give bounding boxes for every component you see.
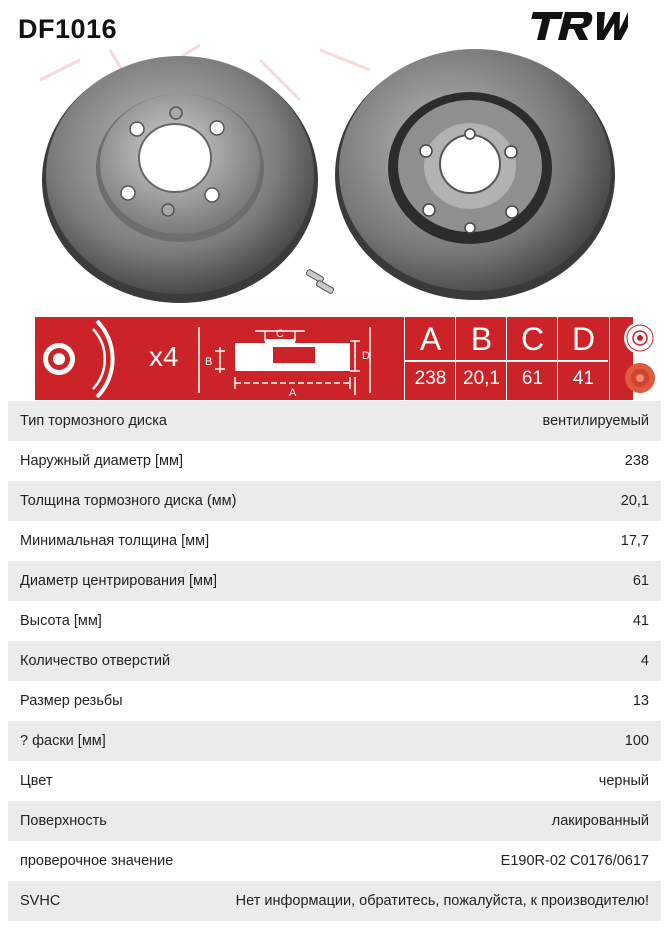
profile-label-c: C: [276, 328, 284, 340]
spec-value: 13: [632, 693, 649, 709]
dimension-letter: D: [571, 321, 596, 357]
profile-label-d: D: [362, 350, 370, 362]
specifications-table: [8, 401, 661, 921]
spec-value: 41: [632, 613, 649, 629]
spec-value: лакированный: [551, 813, 649, 829]
spec-row: [8, 841, 661, 881]
spec-value: 100: [624, 733, 649, 749]
spec-row: [8, 561, 661, 601]
spec-value: вентилируемый: [542, 413, 649, 429]
spec-row: [8, 481, 661, 521]
spec-row: [8, 641, 661, 681]
spec-row: [8, 521, 661, 561]
spec-label: Высота [мм]: [20, 613, 102, 629]
dimension-table: [404, 317, 608, 400]
part-code: DF1016: [18, 14, 118, 44]
spec-value: черный: [598, 773, 649, 789]
spec-row: [8, 881, 661, 921]
ventilated-disc-icon: [624, 322, 656, 354]
dimension-column-c: [506, 317, 558, 400]
spec-label: Цвет: [20, 773, 53, 789]
spec-value: Нет информации, обратитесь, пожалуйста, к производителю!: [235, 893, 649, 909]
spec-row: [8, 681, 661, 721]
spec-row: [8, 721, 661, 761]
spec-label: Количество отверстий: [20, 653, 171, 669]
trw-logo: [524, 8, 628, 44]
spec-row: [8, 601, 661, 641]
spec-label: Тип тормозного диска: [20, 413, 167, 429]
spec-row: [8, 441, 661, 481]
dimension-value: 20,1: [463, 368, 500, 389]
spec-label: Толщина тормозного диска (мм): [20, 493, 237, 509]
dimension-banner: [35, 317, 633, 400]
axle-position-icon: [35, 317, 145, 400]
product-header: [0, 0, 669, 320]
spec-value: 61: [632, 573, 649, 589]
dimension-column-a: [404, 317, 456, 400]
spec-label: SVHC: [20, 893, 61, 909]
profile-label-a: A: [289, 387, 297, 399]
spec-value: 4: [640, 653, 649, 669]
coated-disc-icon: [625, 363, 655, 393]
quantity-label: x4: [149, 341, 179, 372]
spec-label: Наружный диаметр [мм]: [20, 453, 184, 469]
dimension-column-b: [455, 317, 507, 400]
dimension-value: 41: [572, 368, 595, 389]
dimension-letter: C: [520, 321, 545, 357]
dimension-value: 238: [414, 368, 447, 389]
spec-label: Размер резьбы: [20, 693, 123, 709]
spec-label: Поверхность: [20, 813, 107, 829]
dimension-letter: A: [419, 321, 442, 357]
dimension-column-d: [557, 317, 610, 400]
spec-row: [8, 761, 661, 801]
spec-label: Минимальная толщина [мм]: [20, 533, 210, 549]
dimension-value: 61: [521, 368, 544, 389]
spec-label: проверочное значение: [20, 853, 174, 869]
dimension-letter: B: [470, 321, 493, 357]
spec-label: Диаметр центрирования [мм]: [20, 573, 218, 589]
profile-label-b: B: [205, 356, 213, 368]
spec-value: 17,7: [620, 533, 649, 549]
spec-value: 20,1: [620, 493, 649, 509]
disc-profile-diagram: [195, 317, 400, 400]
spec-row: [8, 401, 661, 441]
brake-disc-photo: [0, 40, 669, 315]
spec-row: [8, 801, 661, 841]
spec-value: 238: [624, 453, 649, 469]
spec-value: E190R-02 C0176/0617: [500, 853, 649, 869]
spec-label: ? фаски [мм]: [20, 733, 106, 749]
disc-type-icons: [613, 317, 668, 400]
